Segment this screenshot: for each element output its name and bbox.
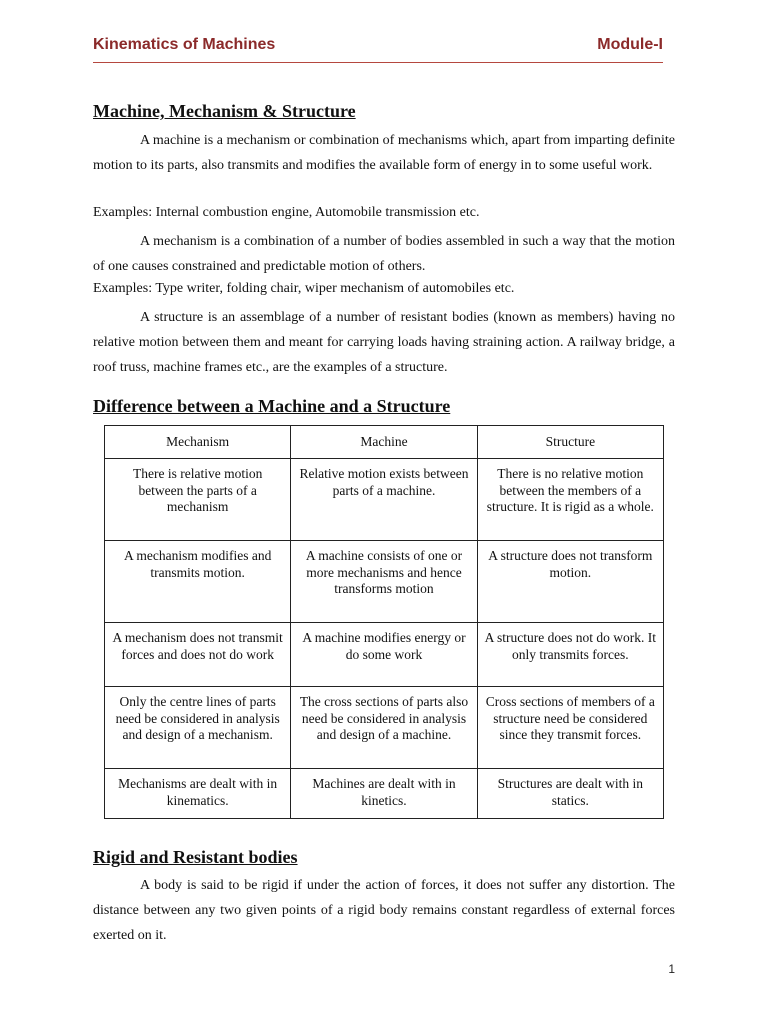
section-heading-rigid-resistant-bodies: Rigid and Resistant bodies [93,847,298,867]
table-row [105,541,664,623]
page-header [93,36,663,60]
table-cell: Only the centre lines of parts need be considered in analysis and design of a mechanism. [105,687,291,769]
table-cell: A mechanism modifies and transmits motion. [105,541,291,623]
table-cell: A machine modifies energy or do some work [291,623,477,687]
page-number: 1 [668,962,675,976]
table-cell: There is no relative motion between the members of a structure. It is rigid as a whole. [477,459,663,541]
table-cell: Machines are dealt with in kinetics. [291,769,477,819]
table-cell: The cross sections of parts also need be considered in analysis and design of a machine. [291,687,477,769]
column-header-machine: Machine [291,426,477,459]
table-cell: A mechanism does not transmit forces and does not do work [105,623,291,687]
table-row [105,459,664,541]
table-header-row [105,426,664,459]
paragraph-rigid-body-definition: A body is said to be rigid if under the action of forces, it does not suffer any distortion. The distance between any two given points of a rigid body remains constant regardless of external forces exerted on it. [93,878,675,943]
table-row [105,623,664,687]
section-heading-difference: Difference between a Machine and a Structure [93,396,451,416]
paragraph-mechanism-definition: A mechanism is a combination of a number of bodies assembled in such a way that the motion of one causes constrained and predictable motion of others. [93,234,675,274]
column-header-structure: Structure [477,426,663,459]
table-cell: A structure does not do work. It only transmits forces. [477,623,663,687]
table-row [105,769,664,819]
table-cell: There is relative motion between the parts of a mechanism [105,459,291,541]
table-cell: Mechanisms are dealt with in kinematics. [105,769,291,819]
paragraph-machine-definition: A machine is a mechanism or combination of mechanisms which, apart from imparting definite motion to its parts, also transmits and modifies the available form of energy in to some useful work. [93,133,675,173]
header-divider [93,62,663,63]
table-cell: Structures are dealt with in statics. [477,769,663,819]
machine-examples: Examples: Internal combustion engine, Automobile transmission etc. [93,205,480,220]
document-title: Kinematics of Machines [93,36,276,53]
paragraph-structure-definition: A structure is an assemblage of a number of resistant bodies (known as members) having no relative motion between them and meant for carrying loads having straining action. A railway bridge, a roof truss, machine frames etc., are the examples of a structure. [93,310,675,375]
table-cell: A structure does not transform motion. [477,541,663,623]
table-cell: Cross sections of members of a structure need be considered since they transmit forces. [477,687,663,769]
comparison-table [104,425,664,819]
table-cell: Relative motion exists between parts of a machine. [291,459,477,541]
section-heading-machine-mechanism-structure: Machine, Mechanism & Structure [93,101,356,121]
mechanism-examples: Examples: Type writer, folding chair, wiper mechanism of automobiles etc. [93,281,515,296]
column-header-mechanism: Mechanism [105,426,291,459]
module-label: Module-I [597,36,663,53]
table-cell: A machine consists of one or more mechanisms and hence transforms motion [291,541,477,623]
table-row [105,687,664,769]
